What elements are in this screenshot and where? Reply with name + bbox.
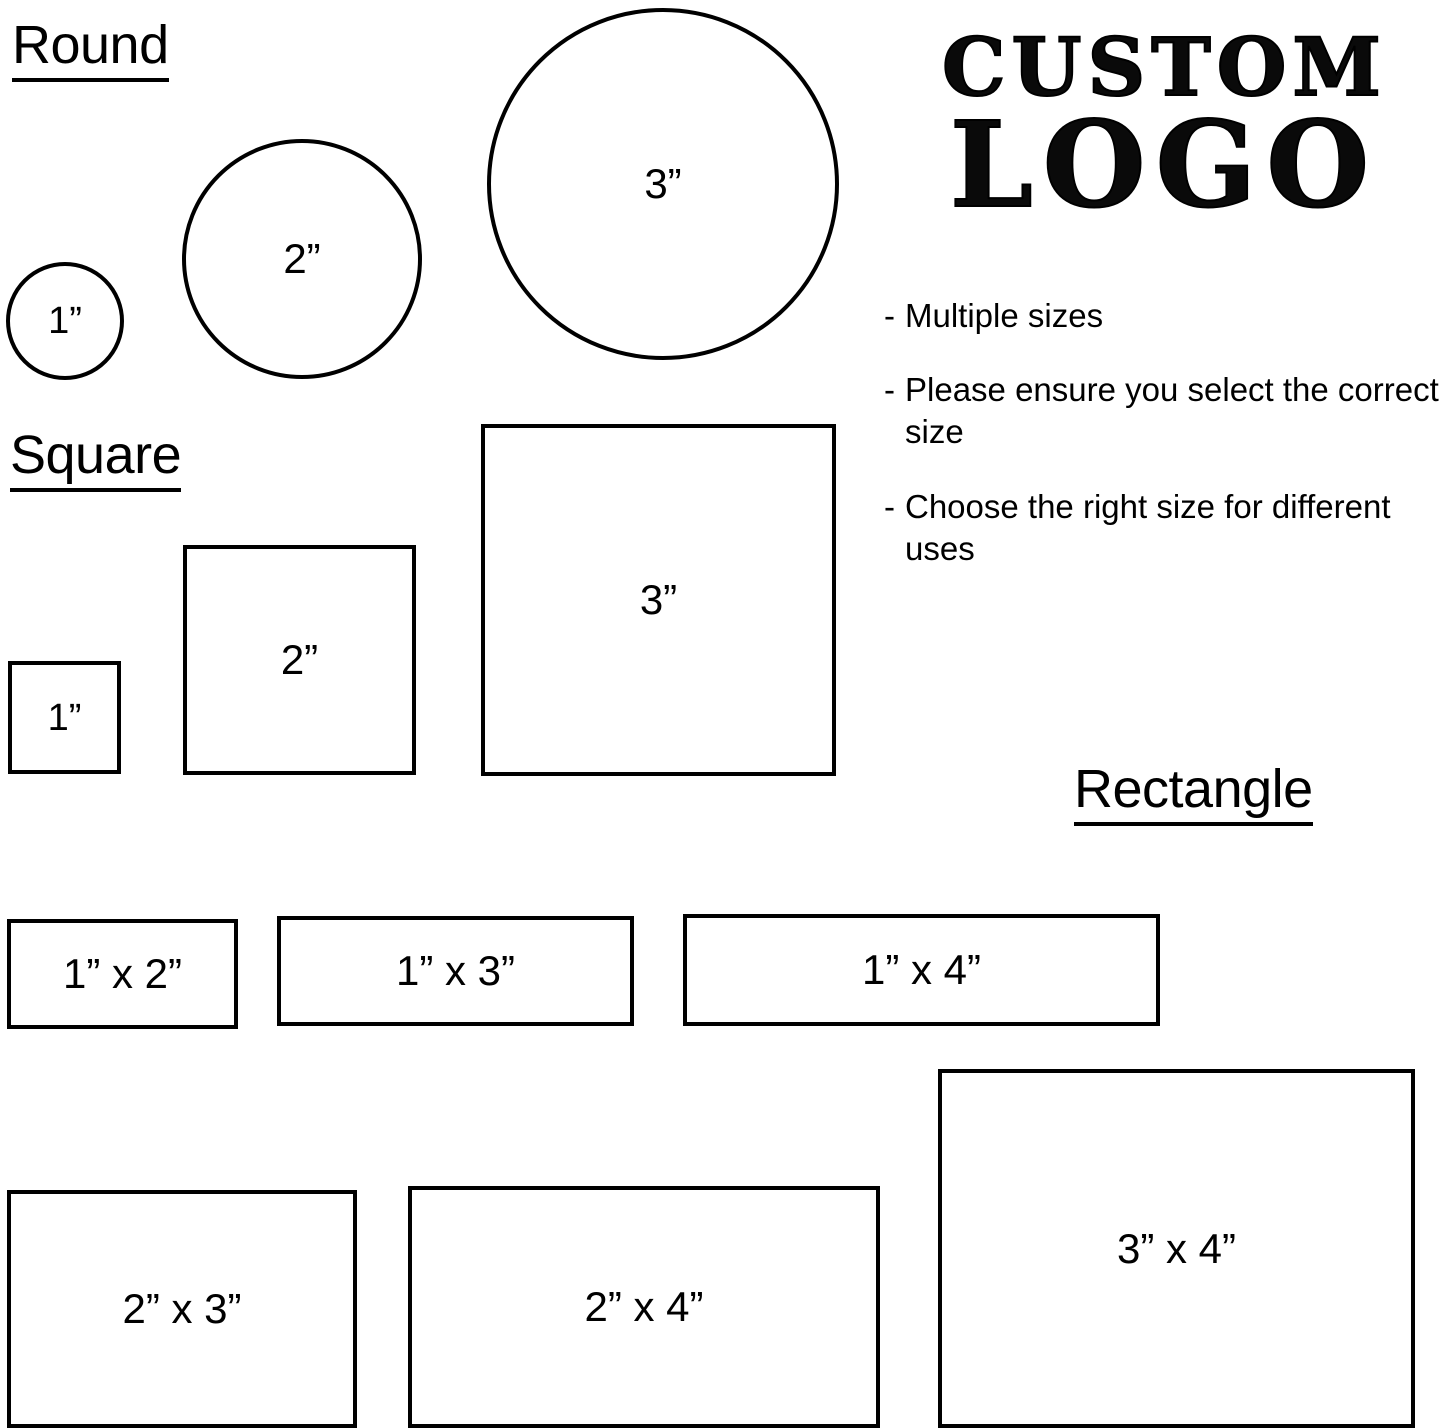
note-dash: - [884, 297, 895, 334]
note-item [884, 295, 1444, 337]
note-dash: - [884, 371, 895, 409]
square-shape-2in-label: 2” [280, 636, 319, 683]
rectangle-shape-2x3 [7, 1190, 357, 1428]
rectangle-shape-3x4 [938, 1069, 1415, 1428]
rectangle-shape-1x2 [7, 919, 238, 1029]
note-item [884, 369, 1444, 453]
note-text: Please ensure you select the correct size [905, 371, 1439, 451]
round-shape-1in-label: 1” [48, 300, 82, 342]
round-shape-2in-label: 2” [283, 235, 321, 282]
note-dash: - [884, 487, 895, 525]
notes-list [884, 295, 1444, 602]
rectangle-shape-2x4-label: 2” x 4” [584, 1283, 704, 1330]
section-heading-rectangle: Rectangle [1074, 762, 1313, 826]
rectangle-shape-3x4-label: 3” x 4” [1116, 1224, 1237, 1272]
custom-logo-graphic [892, 0, 1437, 250]
rectangle-shape-2x3-label: 2” x 3” [122, 1285, 242, 1332]
rectangle-shape-1x2-label: 1” x 2” [62, 950, 183, 997]
round-shape-3in-label: 3” [644, 160, 682, 207]
square-shape-1in [8, 661, 121, 774]
rectangle-shape-1x3 [277, 916, 634, 1026]
square-shape-3in [481, 424, 836, 776]
rectangle-shape-1x4 [683, 914, 1160, 1026]
note-text: Choose the right size for different uses [905, 487, 1391, 567]
section-heading-square: Square [10, 428, 181, 492]
square-shape-1in-label: 1” [47, 696, 82, 739]
logo-line-1: CUSTOM [942, 19, 1387, 114]
round-shape-2in [182, 139, 422, 379]
square-shape-2in [183, 545, 416, 775]
note-text: Multiple sizes [905, 297, 1104, 334]
note-item [884, 486, 1444, 570]
round-shape-3in [487, 8, 839, 360]
rectangle-shape-1x3-label: 1” x 3” [395, 947, 516, 994]
logo-line-2: LOGO [949, 94, 1380, 234]
section-heading-round: Round [12, 18, 169, 82]
rectangle-shape-2x4 [408, 1186, 880, 1428]
round-shape-1in [6, 262, 124, 380]
square-shape-3in-label: 3” [639, 576, 678, 623]
rectangle-shape-1x4-label: 1” x 4” [861, 946, 982, 993]
